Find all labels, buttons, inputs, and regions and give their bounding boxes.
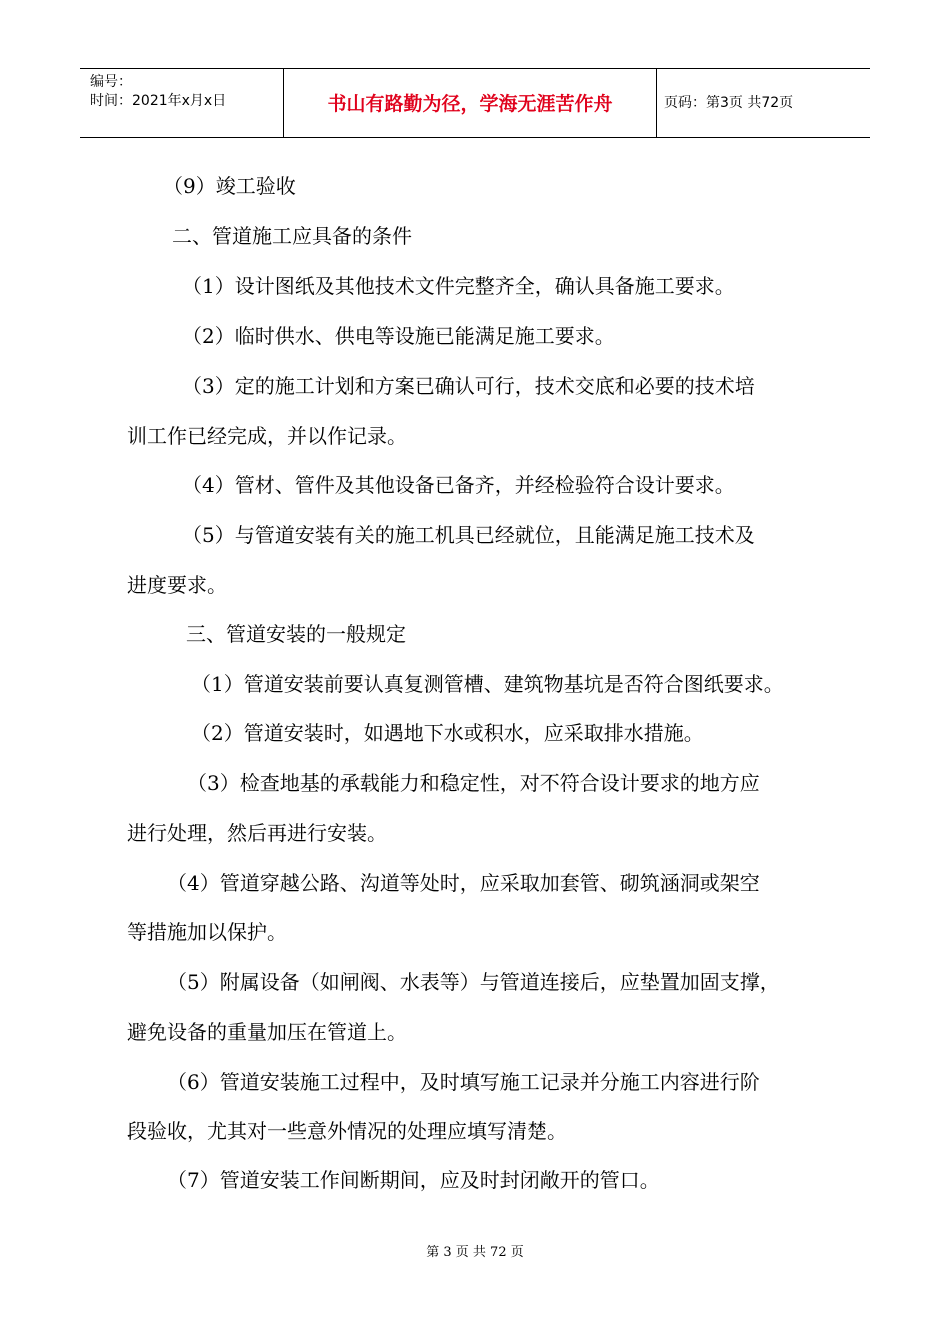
body-line: （7）管道安装工作间断期间，应及时封闭敞开的管口。 <box>167 1168 660 1192</box>
body-line: （5）附属设备（如闸阀、水表等）与管道连接后，应垫置加固支撑， <box>167 970 780 994</box>
body-line: （4）管材、管件及其他设备已备齐，并经检验符合设计要求。 <box>182 473 735 497</box>
body-line: （6）管道安装施工过程中，及时填写施工记录并分施工内容进行阶 <box>167 1070 760 1094</box>
body-line: （2）管道安装时，如遇地下水或积水，应采取排水措施。 <box>191 721 704 745</box>
body-line: 进行处理，然后再进行安装。 <box>127 821 387 845</box>
header-motto: 书山有路勤为径，学海无涯苦作舟 <box>327 93 613 115</box>
section-heading: 二、管道施工应具备的条件 <box>172 224 412 248</box>
page-footer: 第 3 页 共 72 页 <box>426 1245 524 1260</box>
body-line: 避免设备的重量加压在管道上。 <box>127 1020 407 1044</box>
body-line: （3）检查地基的承载能力和稳定性，对不符合设计要求的地方应 <box>187 771 760 795</box>
section-heading: 三、管道安装的一般规定 <box>186 622 406 646</box>
header-meta-cell <box>80 69 283 137</box>
page-header <box>80 68 870 138</box>
header-page-cell <box>656 69 870 137</box>
body-line: （9）竣工验收 <box>163 174 296 198</box>
header-motto-cell <box>283 69 657 137</box>
body-line: 段验收，尤其对一些意外情况的处理应填写清楚。 <box>127 1119 567 1143</box>
body-line: 等措施加以保护。 <box>127 920 287 944</box>
doc-number-label: 编号： <box>90 74 132 90</box>
header-page-info: 页码：第3页 共72页 <box>664 95 794 111</box>
body-line: （1）设计图纸及其他技术文件完整齐全，确认具备施工要求。 <box>182 274 735 298</box>
body-line: （2）临时供水、供电等设施已能满足施工要求。 <box>182 324 615 348</box>
body-line: （3）定的施工计划和方案已确认可行，技术交底和必要的技术培 <box>182 374 755 398</box>
body-line: 进度要求。 <box>127 573 227 597</box>
doc-time-label: 时间：2021年x月x日 <box>90 93 227 109</box>
body-line: （4）管道穿越公路、沟道等处时，应采取加套管、砌筑涵洞或架空 <box>167 871 760 895</box>
body-line: 训工作已经完成，并以作记录。 <box>127 424 407 448</box>
body-line: （1）管道安装前要认真复测管槽、建筑物基坑是否符合图纸要求。 <box>191 672 784 696</box>
body-line: （5）与管道安装有关的施工机具已经就位，且能满足施工技术及 <box>182 523 755 547</box>
